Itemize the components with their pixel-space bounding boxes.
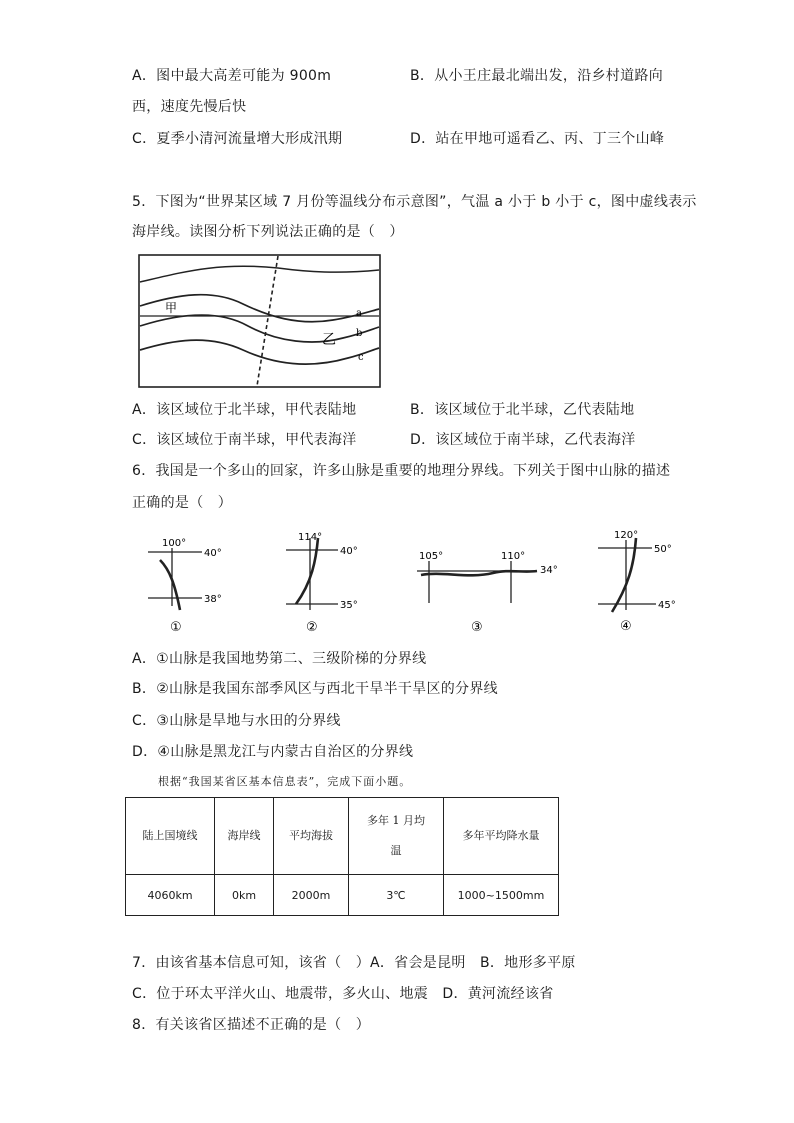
header-precipitation: 多年平均降水量 — [444, 798, 559, 875]
header-jan-temp — [349, 798, 444, 875]
map1-lon-label: 100° — [162, 538, 187, 549]
q5-option-b: B．该区域位于北半球，乙代表陆地 — [410, 402, 635, 418]
map4-lat-bottom-label: 45° — [658, 600, 676, 611]
isotherm-c — [140, 340, 379, 364]
q6-option-b: B．②山脉是我国东部季风区与西北干旱半干旱区的分界线 — [132, 681, 498, 697]
label-a: a — [356, 308, 362, 319]
value-jan-temp: 3℃ — [349, 875, 444, 916]
label-c: c — [358, 352, 364, 363]
mountain-map-1 — [140, 530, 240, 635]
table-caption: 根据“我国某省区基本信息表”，完成下面小题。 — [158, 775, 412, 788]
q5-stem-line1: 5．下图为“世界某区域 7 月份等温线分布示意图”，气温 a 小于 b 小于 c，图中虚线表示 — [132, 194, 697, 210]
map1-lat-top-label: 40° — [204, 548, 222, 559]
isotherm-b — [140, 315, 379, 342]
label-yi: 乙 — [322, 332, 336, 348]
q7-line1: 7．由该省基本信息可知，该省（ ）A．省会是昆明 B．地形多平原 — [132, 955, 576, 971]
label-b: b — [356, 328, 363, 339]
map4-lon-label: 120° — [614, 530, 639, 541]
q5-option-c: C．该区域位于南半球，甲代表海洋 — [132, 432, 357, 448]
map2-lat-bottom-label: 35° — [340, 600, 358, 611]
q5-stem-line2: 海岸线。读图分析下列说法正确的是（ ） — [132, 224, 404, 240]
value-land-border: 4060km — [126, 875, 215, 916]
mountain-map-4 — [590, 526, 690, 636]
map1-lat-bottom-label: 38° — [204, 594, 222, 605]
map2-mountain-range — [296, 538, 318, 604]
q8-line1: 8．有关该省区描述不正确的是（ ） — [132, 1017, 371, 1033]
mountain-map-3 — [413, 545, 563, 635]
map1-number: ① — [170, 620, 182, 635]
value-precipitation: 1000~1500mm — [444, 875, 559, 916]
header-coastline: 海岸线 — [215, 798, 274, 875]
table-value-row — [126, 875, 559, 916]
label-jia: 甲 — [165, 301, 178, 315]
province-info-table — [125, 797, 559, 916]
q4-option-a: A．图中最大高差可能为 900m — [132, 68, 332, 84]
table-header-row — [126, 798, 559, 875]
header-land-border: 陆上国境线 — [126, 798, 215, 875]
map2-number: ② — [306, 620, 318, 635]
q4-option-c: C．夏季小清河流量增大形成汛期 — [132, 131, 343, 147]
q5-option-a: A．该区域位于北半球，甲代表陆地 — [132, 402, 357, 418]
mountain-map-2 — [270, 530, 370, 635]
map4-lat-top-label: 50° — [654, 544, 672, 555]
q4-option-d: D．站在甲地可遥看乙、丙、丁三个山峰 — [410, 131, 665, 147]
map3-lon1-label: 105° — [419, 551, 444, 562]
q6-option-d: D．④山脉是黑龙江与内蒙古自治区的分界线 — [132, 744, 414, 760]
map2-lon-label: 114° — [298, 532, 323, 543]
q6-option-a: A．①山脉是我国地势第二、三级阶梯的分界线 — [132, 651, 427, 667]
q5-option-d: D．该区域位于南半球，乙代表海洋 — [410, 432, 636, 448]
q6-option-c: C．③山脉是旱地与水田的分界线 — [132, 713, 341, 729]
map4-mountain-range — [612, 538, 636, 612]
map2-lat-top-label: 40° — [340, 546, 358, 557]
q7-line2: C．位于环太平洋火山、地震带，多火山、地震 D．黄河流经该省 — [132, 986, 554, 1002]
map1-mountain-range — [160, 560, 180, 610]
map3-number: ③ — [471, 620, 483, 635]
value-coastline: 0km — [215, 875, 274, 916]
q6-stem-line2: 正确的是（ ） — [132, 495, 233, 511]
header-jan-temp-line2: 温 — [390, 844, 402, 857]
q4-option-b: B．从小王庄最北端出发，沿乡村道路向 — [410, 68, 664, 84]
coastline-dashed — [257, 256, 278, 386]
isotherm-top-border-curve — [140, 266, 379, 282]
q4-option-b-continued: 西，速度先慢后快 — [132, 99, 247, 115]
header-jan-temp-line1: 多年 1 月均 — [367, 814, 425, 827]
value-avg-elevation: 2000m — [274, 875, 349, 916]
isotherm-map-figure — [138, 254, 382, 390]
map3-lat-label: 34° — [540, 565, 558, 576]
q6-stem-line1: 6．我国是一个多山的回家，许多山脉是重要的地理分界线。下列关于图中山脉的描述 — [132, 463, 671, 479]
header-avg-elevation: 平均海拔 — [274, 798, 349, 875]
map3-lon2-label: 110° — [501, 551, 526, 562]
map4-number: ④ — [620, 619, 632, 634]
